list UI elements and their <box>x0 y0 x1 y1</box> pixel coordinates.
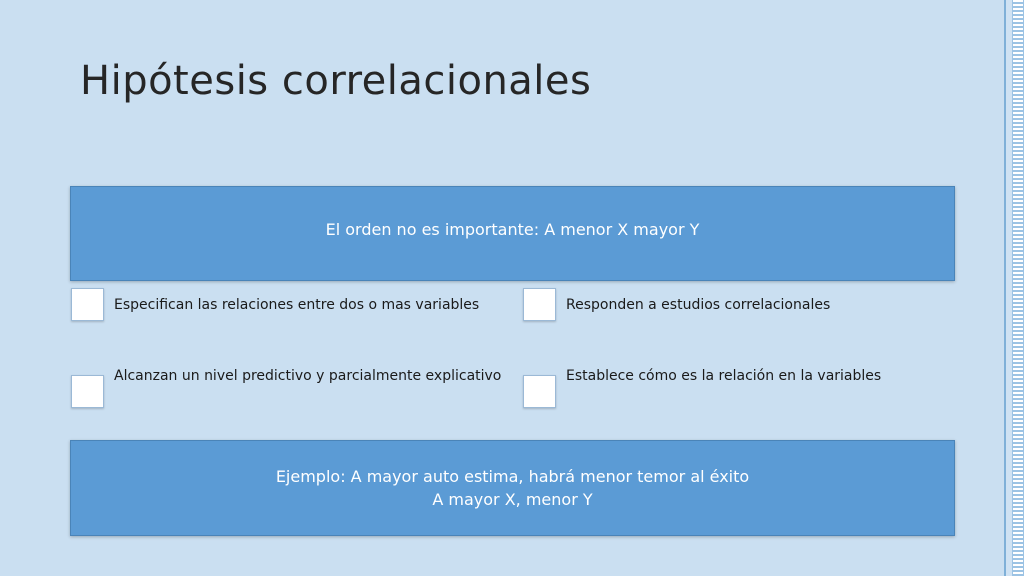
checkbox-square-icon <box>71 288 104 321</box>
bottom-box-line-1: Ejemplo: A mayor auto estima, habrá menor temor al éxito <box>275 467 750 486</box>
list-item-3 <box>71 351 501 408</box>
checkbox-square-icon <box>523 375 556 408</box>
list-item-2 <box>523 288 830 321</box>
checkbox-square-icon <box>523 288 556 321</box>
list-item-4 <box>523 351 881 408</box>
checkbox-square-icon <box>71 375 104 408</box>
slide-title: Hipótesis correlacionales <box>80 58 592 104</box>
list-item-label: Responden a estudios correlacionales <box>566 296 831 313</box>
top-box-text: El orden no es importante: A menor X mayor Y <box>325 220 700 239</box>
list-item-label: Establece cómo es la relación en la variables <box>566 367 882 384</box>
decorative-side-bar <box>1004 0 1024 576</box>
list-item-label: Especifican las relaciones entre dos o mas variables <box>114 296 480 313</box>
top-box <box>70 186 955 281</box>
bottom-box <box>70 440 955 536</box>
bottom-box-line-2: A mayor X, menor Y <box>432 490 593 509</box>
list-item-1 <box>71 288 479 321</box>
list-item-label: Alcanzan un nivel predictivo y parcialmente explicativo <box>114 367 502 384</box>
decorative-stripe-pattern <box>1012 0 1024 576</box>
